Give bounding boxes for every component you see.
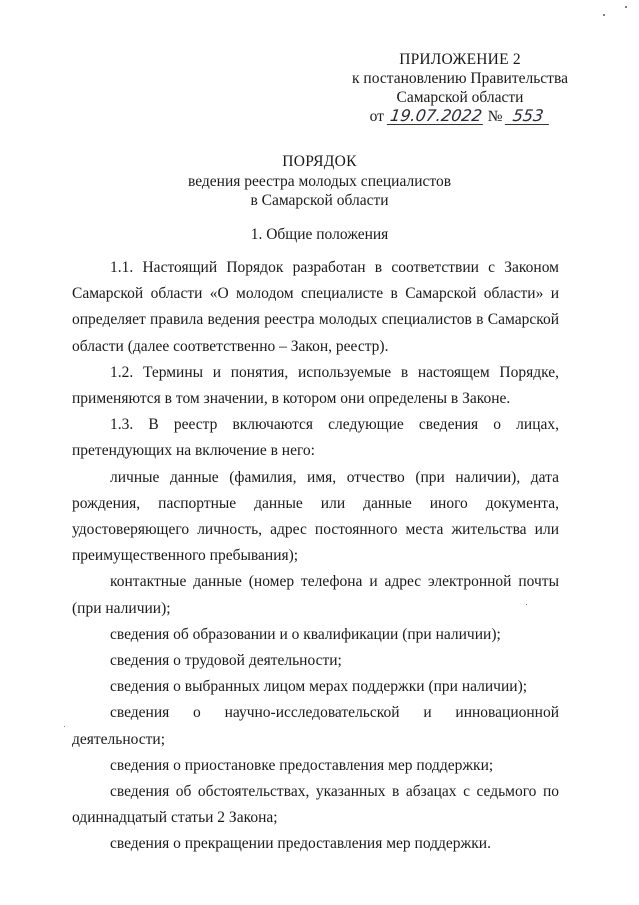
section-heading: 1. Общие положения xyxy=(250,226,389,243)
list-item-circumstances: сведения об обстоятельствах, указанных в абзацах с седьмого по одиннадцатый статьи 2 Закона; xyxy=(72,783,559,827)
scan-speck xyxy=(603,14,605,16)
paragraph-1-1: 1.1. Настоящий Порядок разработан в соответствии с Законом Самарской области «О молодом специалисте в Самарской области» и определяет правила ведения реестра молодых специалистов в Самарской области (далее соответственно – Закон, реестр). xyxy=(72,259,559,355)
title-heading: ПОРЯДОК xyxy=(282,153,357,170)
approval-block xyxy=(340,50,580,126)
list-item-termination: сведения о прекращении предоставления мер поддержки. xyxy=(110,835,491,853)
scan-speck xyxy=(526,604,527,605)
paragraph-1-3: 1.3. В реестр включаются следующие сведения о лицах, претендующих на включение в него: xyxy=(72,416,559,460)
number-sign: № xyxy=(487,108,503,125)
document-title xyxy=(0,152,639,211)
title-subtitle-line1: ведения реестра молодых специалистов xyxy=(187,172,452,190)
list-item-suspension: сведения о приостановке предоставления мер поддержки; xyxy=(110,756,494,774)
list-item-education: сведения об образовании и о квалификации (при наличии); xyxy=(110,625,501,643)
paragraph-1-2: 1.2. Термины и понятия, используемые в настоящем Порядке, применяются в том значении, в котором они определены в Законе. xyxy=(72,363,559,408)
handwritten-date: 19.07.2022 xyxy=(387,108,485,125)
appendix-reference: к постановлению Правительства xyxy=(352,70,568,87)
list-item-support-measures: сведения о выбранных лицом мерах поддержки (при наличии); xyxy=(110,678,528,696)
list-item-research: сведения о научно-исследовательской и инновационной деятельности; xyxy=(72,704,559,748)
list-item-personal-data: личные данные (фамилия, имя, отчество (при наличии), дата рождения, паспортные данные или данные иного документа, удостоверяющего личность, адрес постоянного места жительства или преимущественного пребывания); xyxy=(72,468,559,565)
scan-speck xyxy=(64,726,65,727)
list-item-employment: сведения о трудовой деятельности; xyxy=(110,652,342,670)
list-item-contact-data: контактные данные (номер телефона и адрес электронной почты (при наличии); xyxy=(72,573,559,617)
appendix-region: Самарской области xyxy=(396,89,524,106)
resolution-date-line xyxy=(340,107,580,126)
title-subtitle-line2: в Самарской области xyxy=(250,192,389,209)
handwritten-number: 553 xyxy=(505,108,551,125)
appendix-label: ПРИЛОЖЕНИЕ 2 xyxy=(399,51,521,68)
date-prefix: от xyxy=(369,108,384,125)
document-body xyxy=(72,255,559,858)
scan-speck xyxy=(625,6,627,8)
